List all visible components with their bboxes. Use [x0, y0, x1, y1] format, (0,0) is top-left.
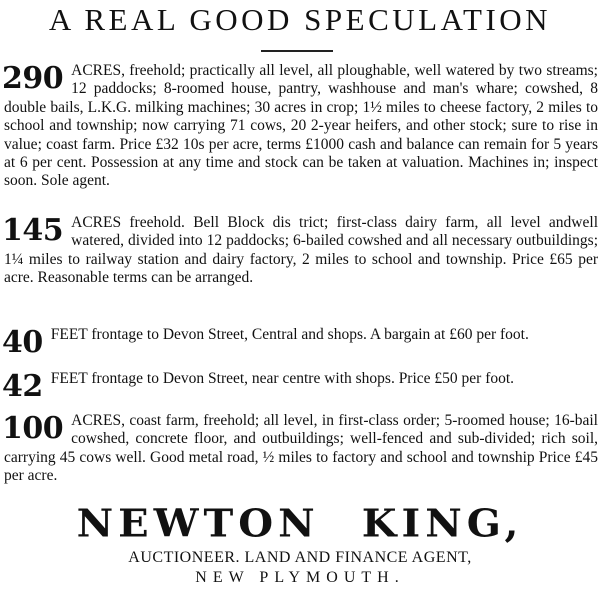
listing-145: [4, 214, 598, 288]
listing-text: FEET frontage to Devon Street, Central and shops. A bargain at £60 per foot.: [50, 326, 529, 343]
listing-text: ACRES, coast farm, freehold; all level, in first-class order; 5-roomed house; 16-bail cowshed, concrete floor, and outbuildings; well-fenced and sub-divided; rich soil, carrying 45 cows well. Good metal road, ½ miles to factory and school and township Price £45 per acre.: [4, 412, 598, 485]
town-name: NEW PLYMOUTH.: [195, 569, 405, 586]
listing-100: [4, 412, 598, 486]
listing-42: [2, 369, 598, 404]
headline-rule: [261, 50, 333, 52]
headline: A REAL GOOD SPECULATION: [48, 2, 552, 37]
listing-number: 145: [2, 213, 64, 248]
agent-description: AUCTIONEER. LAND AND FINANCE AGENT,: [128, 549, 472, 566]
listing-number: 42: [2, 369, 43, 404]
listing-text: ACRES freehold. Bell Block dis trict; first-class dairy farm, all level andwell watered, divided into 12 paddocks; 6-bailed cowshed and all necessary outbuildings; 1¼ miles to railway station and dairy factory, 2 miles to school and township. Price £65 per acre. Reasonable terms can be arranged.: [4, 214, 598, 287]
agency-name-first: NEWTON: [76, 501, 320, 546]
agency-name: [0, 501, 600, 546]
agency-name-second: KING,: [361, 501, 524, 546]
listing-number: 290: [2, 61, 64, 96]
listing-40: [2, 325, 598, 360]
listing-number: 40: [2, 325, 43, 360]
listing-text: ACRES, freehold; practically all level, all ploughable, well watered by two streams; 12 paddocks; 8-roomed house, pantry, washhouse and man's whare; cowshed, 8 double bails, L.K.G. milking machines; 30 acres in crop; 1½ miles to cheese factory, 2 miles to school and township; now carrying 71 cows, 20 2-year heifers, and other stock; sure to rise in value; coast farm. Price £32 10s per acre, terms £1000 cash and balance can remain for 5 years at 6 per cent. Possession at any time and stock can be taken at valuation. Machines in; inspect soon. Sole agent.: [4, 62, 598, 190]
listing-290: [4, 62, 598, 191]
listing-text: FEET frontage to Devon Street, near centre with shops. Price £50 per foot.: [50, 370, 515, 387]
listing-number: 100: [2, 411, 64, 446]
